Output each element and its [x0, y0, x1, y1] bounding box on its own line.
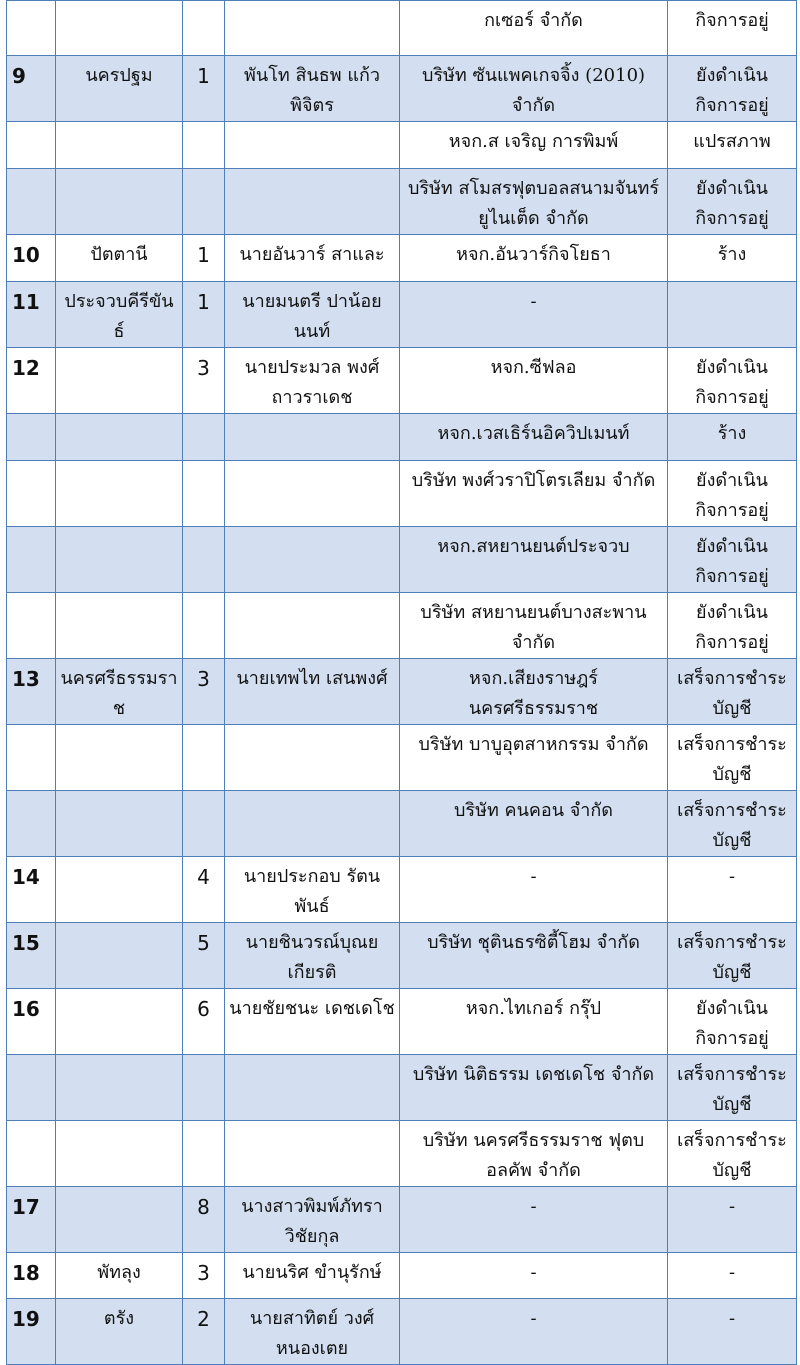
count-cell: 1 [183, 235, 225, 282]
count-cell [183, 791, 225, 857]
table-row [7, 282, 797, 348]
person-name-cell: นายชัยชนะ เดชเดโช [225, 989, 400, 1055]
status-cell: - [668, 1253, 797, 1299]
row-number-cell: 18 [7, 1253, 56, 1299]
count-cell [183, 414, 225, 461]
table-row [7, 923, 797, 989]
province-cell [56, 593, 183, 659]
table-row [7, 527, 797, 593]
status-cell: ยังดำเนินกิจการอยู่ [668, 527, 797, 593]
province-cell [56, 791, 183, 857]
status-cell: เสร็จการชำระบัญชี [668, 1055, 797, 1121]
company-cell: บริษัท บาบูอุตสาหกรรม จำกัด [400, 725, 668, 791]
company-cell: บริษัท สโมสรฟุตบอลสนามจันทร์ ยูไนเต็ด จำกัด [400, 169, 668, 235]
province-cell [56, 857, 183, 923]
company-cell: บริษัท คนคอน จำกัด [400, 791, 668, 857]
table-row [7, 56, 797, 122]
count-cell [183, 725, 225, 791]
company-cell: หจก.เสียงราษฎร์ นครศรีธรรมราช [400, 659, 668, 725]
person-name-cell: นายมนตรี ปาน้อยนนท์ [225, 282, 400, 348]
count-cell: 2 [183, 1299, 225, 1365]
count-cell: 3 [183, 1253, 225, 1299]
count-cell [183, 593, 225, 659]
person-name-cell [225, 414, 400, 461]
table-row [7, 1187, 797, 1253]
count-cell [183, 122, 225, 169]
count-cell [183, 527, 225, 593]
company-cell: บริษัท นครศรีธรรมราช ฟุตบอลคัพ จำกัด [400, 1121, 668, 1187]
table-row [7, 1121, 797, 1187]
company-cell: หจก.เวสเธิร์นอิควิปเมนท์ [400, 414, 668, 461]
table-row [7, 348, 797, 414]
row-number-cell: 19 [7, 1299, 56, 1365]
status-cell: ยังดำเนินกิจการอยู่ [668, 56, 797, 122]
table-row [7, 414, 797, 461]
province-cell [56, 348, 183, 414]
person-name-cell [225, 725, 400, 791]
row-number-cell [7, 1055, 56, 1121]
status-cell: กิจการอยู่ [668, 1, 797, 56]
person-name-cell [225, 122, 400, 169]
politician-company-table [6, 0, 797, 1365]
status-cell: - [668, 857, 797, 923]
company-cell: บริษัท นิติธรรม เดชเดโช จำกัด [400, 1055, 668, 1121]
company-cell: - [400, 282, 668, 348]
table-row [7, 989, 797, 1055]
status-cell: เสร็จการชำระบัญชี [668, 791, 797, 857]
table-row [7, 1055, 797, 1121]
table-row [7, 122, 797, 169]
row-number-cell [7, 1121, 56, 1187]
company-cell: หจก.ส เจริญ การพิมพ์ [400, 122, 668, 169]
row-number-cell [7, 527, 56, 593]
province-cell: พัทลุง [56, 1253, 183, 1299]
company-cell: หจก.ซีฟลอ [400, 348, 668, 414]
company-cell: บริษัท สหยานยนต์บางสะพาน จำกัด [400, 593, 668, 659]
person-name-cell [225, 527, 400, 593]
table-body [7, 1, 797, 1365]
province-cell: ตรัง [56, 1299, 183, 1365]
province-cell: นครศรีธรรมราช [56, 659, 183, 725]
row-number-cell [7, 593, 56, 659]
count-cell [183, 461, 225, 527]
company-cell: หจก.สหยานยนต์ประจวบ [400, 527, 668, 593]
row-number-cell: 14 [7, 857, 56, 923]
province-cell: ประจวบคีรีขันธ์ [56, 282, 183, 348]
person-name-cell [225, 593, 400, 659]
status-cell: เสร็จการชำระบัญชี [668, 659, 797, 725]
status-cell: เสร็จการชำระบัญชี [668, 725, 797, 791]
count-cell: 4 [183, 857, 225, 923]
row-number-cell [7, 169, 56, 235]
count-cell: 5 [183, 923, 225, 989]
row-number-cell: 13 [7, 659, 56, 725]
person-name-cell: นางสาวพิมพ์ภัทรา วิชัยกุล [225, 1187, 400, 1253]
table-row [7, 659, 797, 725]
status-cell [668, 282, 797, 348]
table-row [7, 857, 797, 923]
table-row [7, 1253, 797, 1299]
status-cell: ยังดำเนินกิจการอยู่ [668, 989, 797, 1055]
count-cell: 6 [183, 989, 225, 1055]
status-cell: ยังดำเนินกิจการอยู่ [668, 169, 797, 235]
company-cell: หจก.อันวาร์กิจโยธา [400, 235, 668, 282]
status-cell: - [668, 1299, 797, 1365]
row-number-cell [7, 791, 56, 857]
row-number-cell [7, 725, 56, 791]
table-row [7, 1, 797, 56]
count-cell [183, 169, 225, 235]
row-number-cell: 15 [7, 923, 56, 989]
person-name-cell: นายเทพไท เสนพงศ์ [225, 659, 400, 725]
count-cell: 3 [183, 659, 225, 725]
row-number-cell [7, 122, 56, 169]
count-cell: 1 [183, 282, 225, 348]
company-cell: - [400, 1187, 668, 1253]
person-name-cell: นายอันวาร์ สาและ [225, 235, 400, 282]
status-cell: ยังดำเนินกิจการอยู่ [668, 461, 797, 527]
table-row [7, 593, 797, 659]
person-name-cell [225, 1121, 400, 1187]
count-cell: 1 [183, 56, 225, 122]
row-number-cell: 10 [7, 235, 56, 282]
person-name-cell: นายชินวรณ์บุณยเกียรติ [225, 923, 400, 989]
province-cell [56, 725, 183, 791]
table-row [7, 725, 797, 791]
person-name-cell [225, 1055, 400, 1121]
status-cell: - [668, 1187, 797, 1253]
row-number-cell: 9 [7, 56, 56, 122]
person-name-cell: นายนริศ ขำนุรักษ์ [225, 1253, 400, 1299]
count-cell [183, 1121, 225, 1187]
person-name-cell: นายประกอบ รัตนพันธ์ [225, 857, 400, 923]
row-number-cell: 16 [7, 989, 56, 1055]
province-cell [56, 527, 183, 593]
status-cell: ยังดำเนินกิจการอยู่ [668, 593, 797, 659]
province-cell [56, 1, 183, 56]
row-number-cell: 11 [7, 282, 56, 348]
status-cell: เสร็จการชำระบัญชี [668, 923, 797, 989]
province-cell [56, 989, 183, 1055]
row-number-cell [7, 461, 56, 527]
province-cell [56, 122, 183, 169]
company-cell: บริษัท ซันแพคเกจจิ้ง (2010) จำกัด [400, 56, 668, 122]
company-cell: หจก.ไทเกอร์ กรุ๊ป [400, 989, 668, 1055]
status-cell: ร้าง [668, 235, 797, 282]
count-cell: 3 [183, 348, 225, 414]
count-cell [183, 1055, 225, 1121]
table-row [7, 169, 797, 235]
company-cell: - [400, 857, 668, 923]
table-row [7, 461, 797, 527]
province-cell [56, 1187, 183, 1253]
province-cell [56, 1121, 183, 1187]
province-cell [56, 414, 183, 461]
person-name-cell: นายประมวล พงศ์ถาวราเดช [225, 348, 400, 414]
row-number-cell: 12 [7, 348, 56, 414]
company-cell: บริษัท พงศ์วราปิโตรเลียม จำกัด [400, 461, 668, 527]
company-cell: บริษัท ชุตินธรซิตี้โฮม จำกัด [400, 923, 668, 989]
province-cell [56, 1055, 183, 1121]
person-name-cell [225, 461, 400, 527]
province-cell: ปัตตานี [56, 235, 183, 282]
row-number-cell [7, 414, 56, 461]
row-number-cell: 17 [7, 1187, 56, 1253]
table-row [7, 1299, 797, 1365]
company-cell: - [400, 1253, 668, 1299]
province-cell [56, 923, 183, 989]
province-cell [56, 461, 183, 527]
status-cell: ยังดำเนินกิจการอยู่ [668, 348, 797, 414]
company-cell: กเซอร์ จำกัด [400, 1, 668, 56]
province-cell: นครปฐม [56, 56, 183, 122]
table-row [7, 791, 797, 857]
person-name-cell [225, 169, 400, 235]
status-cell: เสร็จการชำระบัญชี [668, 1121, 797, 1187]
person-name-cell: พันโท สินธพ แก้วพิจิตร [225, 56, 400, 122]
status-cell: แปรสภาพ [668, 122, 797, 169]
person-name-cell: นายสาทิตย์ วงศ์หนองเตย [225, 1299, 400, 1365]
company-cell: - [400, 1299, 668, 1365]
person-name-cell [225, 791, 400, 857]
status-cell: ร้าง [668, 414, 797, 461]
row-number-cell [7, 1, 56, 56]
person-name-cell [225, 1, 400, 56]
table-row [7, 235, 797, 282]
province-cell [56, 169, 183, 235]
count-cell: 8 [183, 1187, 225, 1253]
count-cell [183, 1, 225, 56]
